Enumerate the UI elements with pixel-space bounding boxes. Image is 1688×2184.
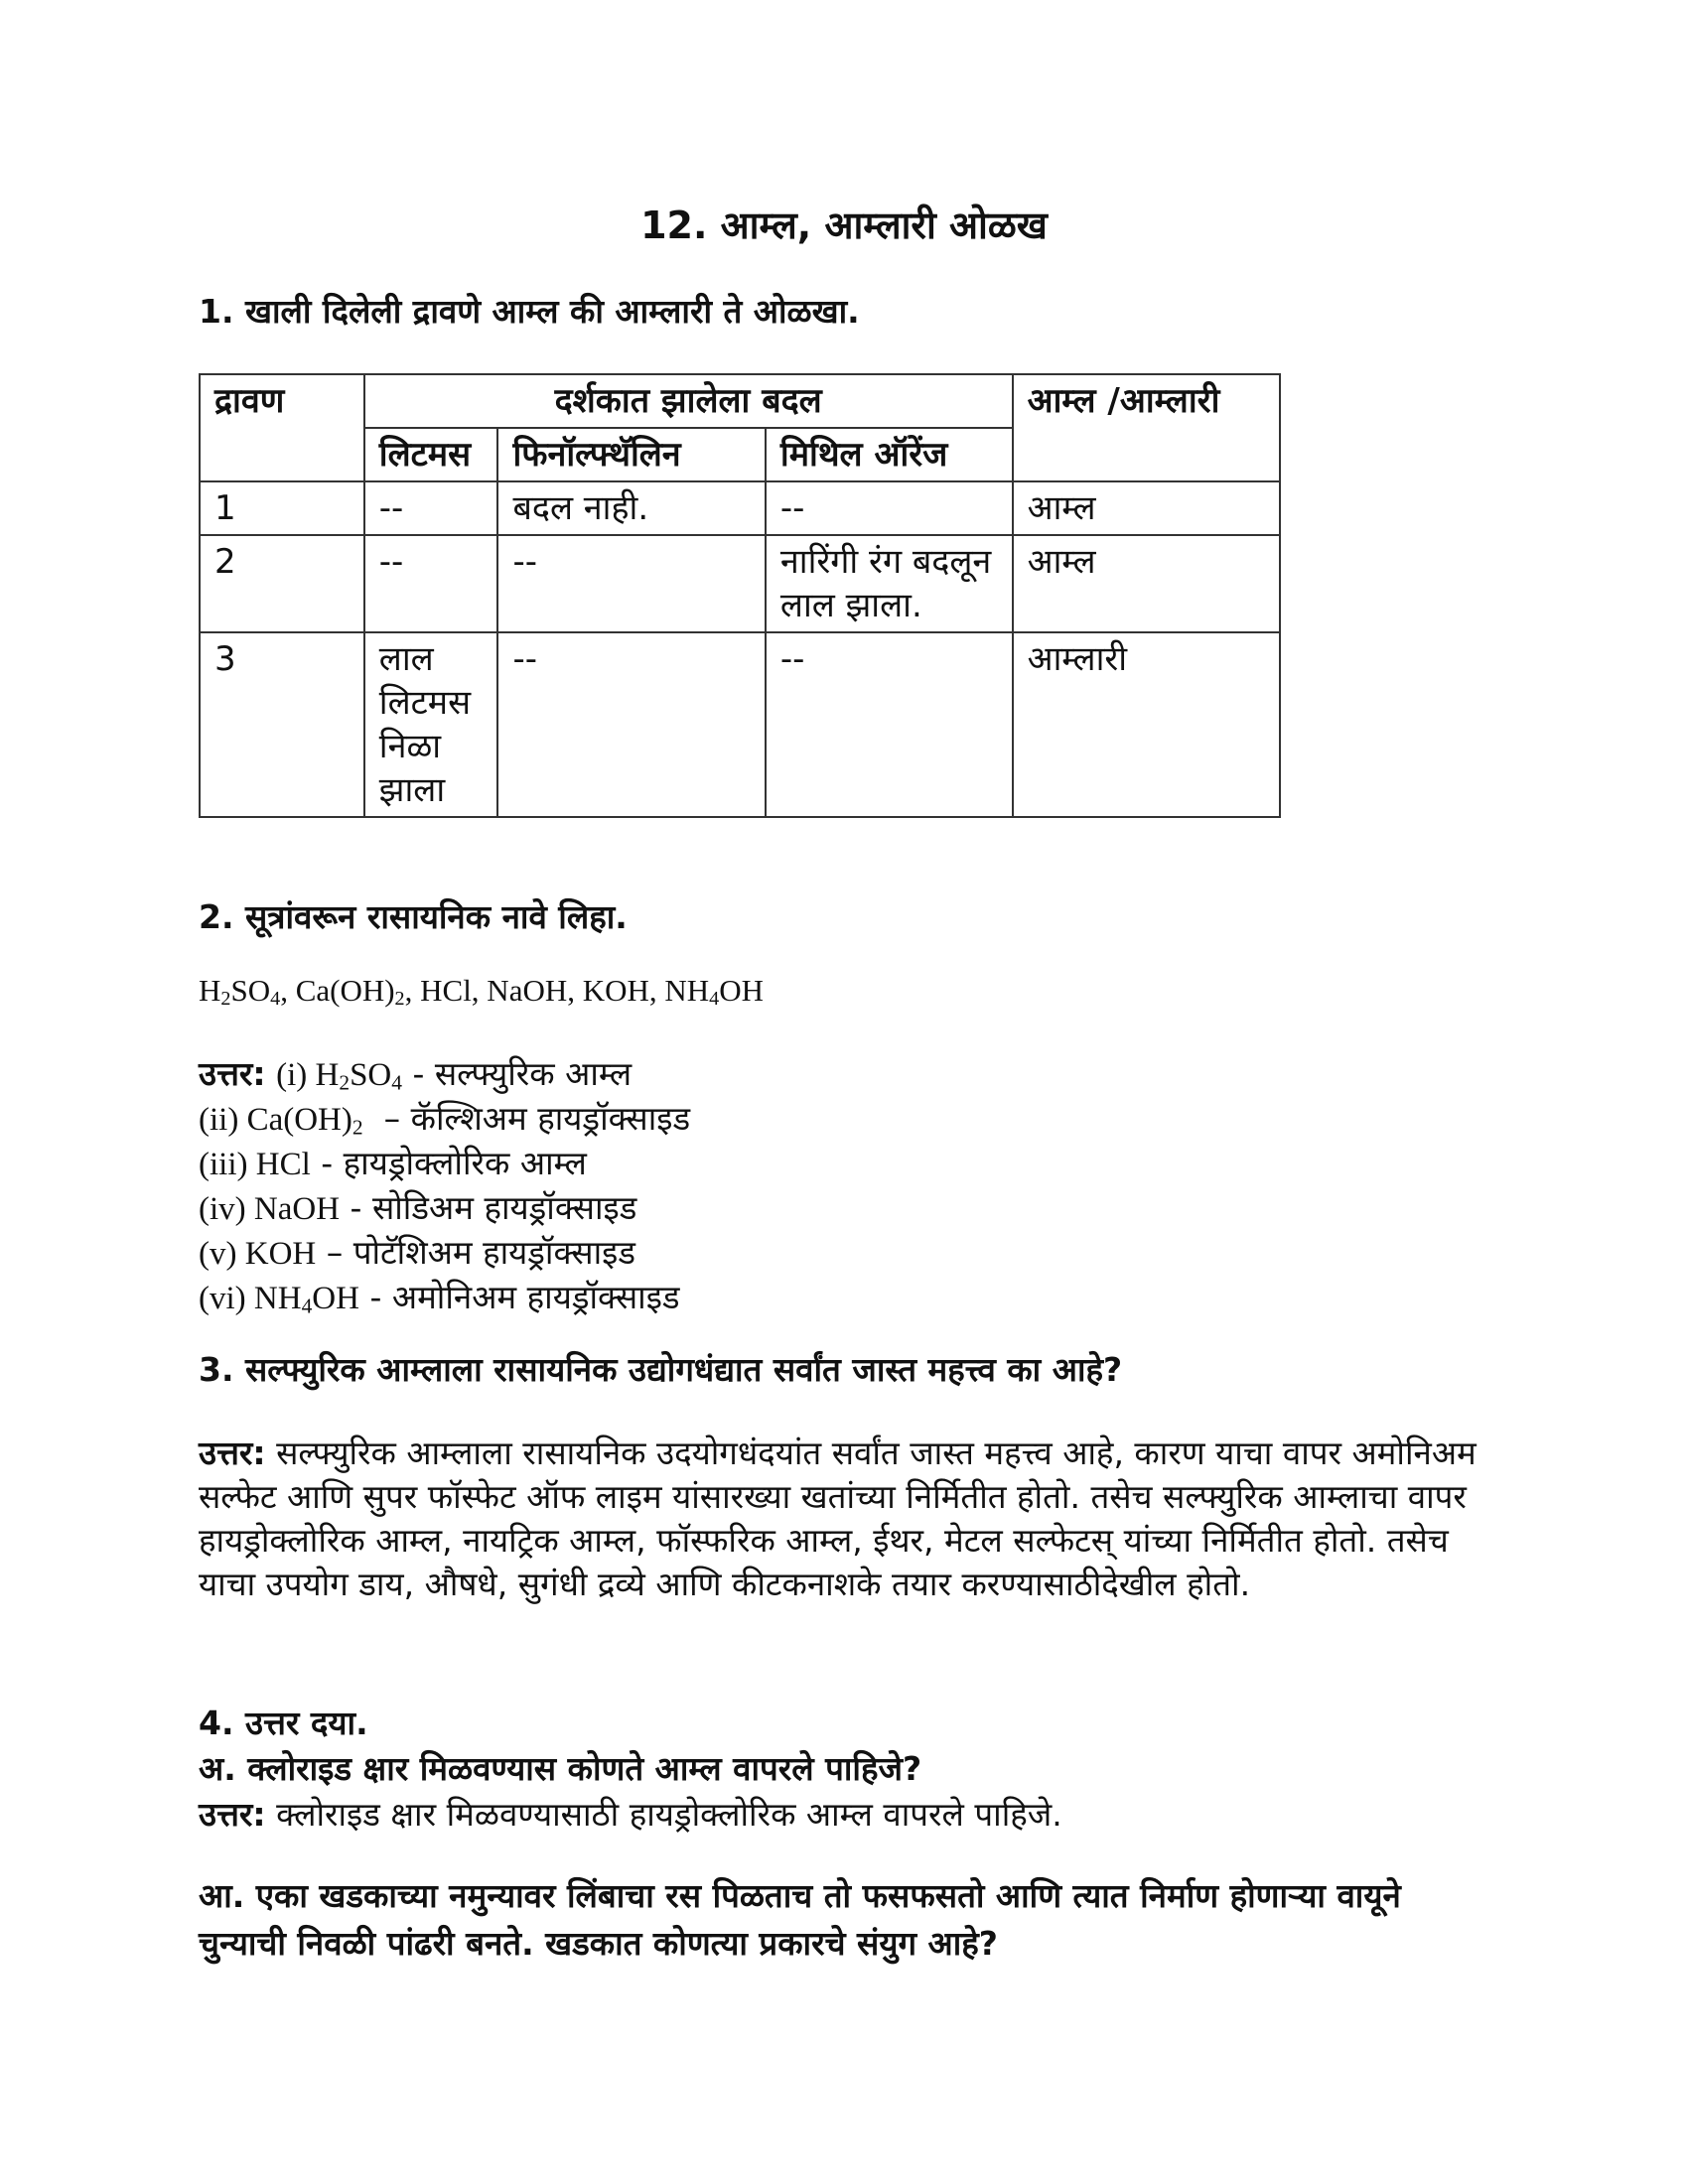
cell-solution: 2 — [200, 535, 364, 632]
cell-solution: 1 — [200, 481, 364, 535]
answer-item: (ii) $Ca(OH)_2$ – कॅल्शिअम हायड्रॉक्साइड — [199, 1099, 691, 1140]
question-4a-answer — [199, 1793, 1489, 1837]
header-phenolphthalein: फिनॉल्फ्थॅलिन — [497, 428, 765, 481]
cell-phenolphthalein: बदल नाही. — [497, 481, 765, 535]
answer-item: (vi) $NH_4OH$ - अमोनिअम हायड्रॉक्साइड — [199, 1278, 680, 1318]
question-4a: अ. क्लोराइड क्षार मिळवण्यास कोणते आम्ल वापरले पाहिजे? — [199, 1749, 922, 1788]
answer-label: उत्तर: — [199, 1054, 266, 1093]
answer-item: उत्तर: (i) $H_2SO_4$ - सल्फ्युरिक आम्ल — [199, 1054, 633, 1095]
cell-litmus: -- — [364, 535, 498, 632]
answer-text: सल्फ्युरिक आम्लाला रासायनिक उदयोगधंदयांत सर्वांत जास्त महत्त्व आहे, कारण याचा वापर अमोनिअम सल्फेट आणि सुपर फॉस्फेट ऑफ लाइम यांसारख्या खतांच्या निर्मितीत होतो. तसेच सल्फ्युरिक आम्लाचा वापर हायड्रोक्लोरिक आम्ल, नायट्रिक आम्ल, फॉस्फरिक आम्ल, ईथर, मेटल सल्फेटस् यांच्या निर्मितीत होतो. तसेच याचा उपयोग डाय, औषधे, सुगंधी द्रव्ये आणि कीटकनाशके तयार करण्यासाठीदेखील होतो. — [199, 1433, 1477, 1603]
answer-label: उत्तर: — [199, 1433, 266, 1472]
answer-label: उत्तर: — [199, 1795, 266, 1834]
cell-result: आम्लारी — [1013, 632, 1280, 817]
header-methyl-orange: मिथिल ऑरेंज — [766, 428, 1013, 481]
formula-list: $H_2SO_4$, $Ca(OH)_2$, HCl, NaOH, KOH, $NH_4OH$ — [199, 973, 765, 1011]
question-3-answer — [199, 1432, 1489, 1606]
table-header-row — [200, 374, 1280, 428]
header-litmus: लिटमस — [364, 428, 498, 481]
header-indicator-change: दर्शकात झालेला बदल — [364, 374, 1013, 428]
page-title: 12. आम्ल, आम्लारी ओळख — [640, 204, 1048, 247]
cell-methyl-orange: -- — [766, 481, 1013, 535]
question-1: 1. खाली दिलेली द्रावणे आम्ल की आम्लारी ते ओळखा. — [199, 292, 860, 331]
cell-phenolphthalein: -- — [497, 535, 765, 632]
answer-text: क्लोराइड क्षार मिळवण्यासाठी हायड्रोक्लोरिक आम्ल वापरले पाहिजे. — [276, 1795, 1062, 1834]
question-2-answers — [199, 1052, 1489, 1320]
indicator-table — [199, 373, 1281, 818]
cell-methyl-orange: नारिंगी रंग बदलून लाल झाला. — [766, 535, 1013, 632]
table-row — [200, 535, 1280, 632]
cell-result: आम्ल — [1013, 481, 1280, 535]
question-4b: आ. एका खडकाच्या नमुन्यावर लिंबाचा रस पिळताच तो फसफसतो आणि त्यात निर्माण होणाऱ्या वायूने चुन्याची निवळी पांढरी बनते. खडकात कोणत्या प्रकारचे संयुग आहे? — [199, 1876, 1401, 1963]
header-acid-base: आम्ल /आम्लारी — [1013, 374, 1280, 481]
table-row — [200, 481, 1280, 535]
cell-result: आम्ल — [1013, 535, 1280, 632]
table-row — [200, 632, 1280, 817]
question-3: 3. सल्फ्युरिक आम्लाला रासायनिक उद्योगधंद्यात सर्वांत जास्त महत्त्व का आहे? — [199, 1350, 1123, 1389]
question-4-heading: 4. उत्तर दया. — [199, 1704, 368, 1742]
cell-methyl-orange: -- — [766, 632, 1013, 817]
cell-phenolphthalein: -- — [497, 632, 765, 817]
question-2: 2. सूत्रांवरून रासायनिक नावे लिहा. — [199, 897, 628, 936]
answer-item: (iv) NaOH - सोडिअम हायड्रॉक्साइड — [199, 1188, 637, 1227]
answer-item: (v) KOH – पोटॅशिअम हायड्रॉक्साइड — [199, 1233, 635, 1272]
cell-solution: 3 — [200, 632, 364, 817]
cell-litmus: -- — [364, 481, 498, 535]
cell-litmus: लाल लिटमस निळा झाला — [364, 632, 498, 817]
answer-item: (iii) HCl - हायड्रोक्लोरिक आम्ल — [199, 1144, 587, 1182]
header-solution: द्रावण — [200, 374, 364, 481]
